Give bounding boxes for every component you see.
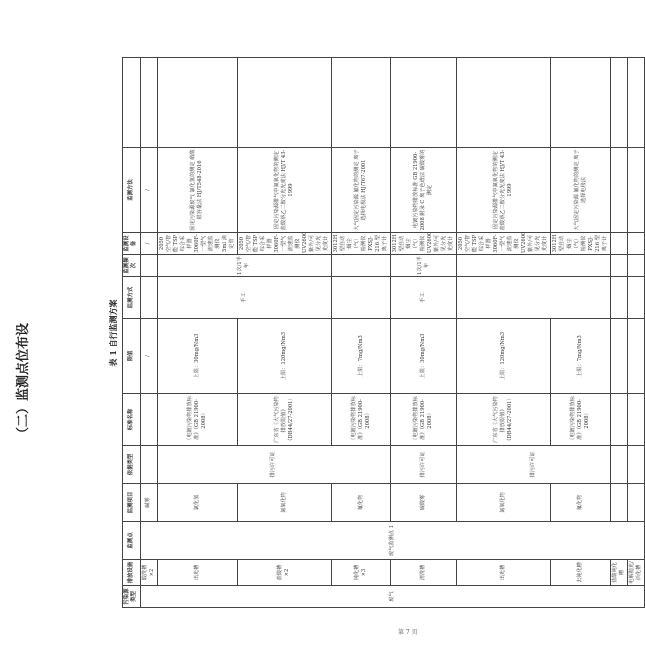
limit-cell: 上限：120mg/Nm3: [457, 319, 551, 394]
frequency-cell: [627, 255, 644, 277]
standard-cell: [610, 394, 627, 446]
basis-cell: [140, 446, 157, 484]
item-cell: 氯化氢: [157, 484, 237, 522]
analysis-cell: 固定污染源排气中氮氧化物的测定 盐酸萘乙二胺分光光度法 HJ/T 43-1999: [457, 148, 551, 233]
header-cell: 监测方式: [123, 277, 141, 319]
basis-cell: 排污许可证: [157, 446, 391, 484]
table-header-row: [123, 58, 141, 608]
frequency-cell: [332, 255, 391, 277]
method-cell: [457, 277, 610, 319]
limit-cell: 上限：7mg/Nm3: [332, 319, 391, 394]
item-cell: 氮氧化物: [457, 484, 551, 522]
section-heading: （二）监测点位布设: [16, 322, 31, 440]
header-cell: [123, 58, 141, 148]
item-cell: [610, 484, 627, 522]
frequency-cell: [610, 255, 627, 277]
analysis-cell: 大气固定污染源 氟化物的测定 离子选择电极法 HJ/T67-2001: [332, 148, 391, 233]
analysis-cell: 固定污染源废气 氯化氢的测定 硝酸银容量法 HJ/T548-2016: [157, 148, 237, 233]
limit-cell: 上限：7mg/Nm3: [551, 319, 610, 394]
method-cell: 手工: [391, 277, 457, 319]
standard-cell: 《电镀污染物排放标准》（GB 21900-2008）: [551, 394, 610, 446]
analysis-cell: 固定污染源排气中氮氧化物的测定 盐酸萘乙二胺分光光度法 HJ/T 43-1999: [237, 148, 331, 233]
header-cell: 污染源类型: [123, 586, 141, 608]
method-cell: [627, 277, 644, 319]
equipment-cell: [627, 233, 644, 255]
standard-cell: [627, 394, 644, 446]
equipment-cell: [610, 233, 627, 255]
method-cell: [332, 277, 391, 319]
pollutant-type-cell: 废气: [140, 586, 644, 608]
analysis-cell: 电镀污染物排放标准 GB 21900-2008 附录 C 离子色谱法 硫酸雾的测定: [391, 148, 457, 233]
analysis-cell: [627, 148, 644, 233]
header-cell: 监测设备: [123, 233, 141, 255]
monitoring-table: [122, 57, 645, 608]
frequency-cell: 1次/1半年: [157, 255, 331, 277]
limit-cell: 上限：120mg/Nm3: [237, 319, 331, 394]
standard-cell: 广东省《大气污染物排放限值》（DB44/27-2001）: [237, 394, 331, 446]
item-cell: 氮氧化物: [237, 484, 331, 522]
standard-cell: 《电镀污染物排放标准》（GB 21900-2008）: [157, 394, 237, 446]
limit-cell: /: [140, 319, 157, 394]
header-cell: 监测点: [123, 522, 141, 560]
monitoring-point-cell: 废气监测点 1: [140, 522, 644, 560]
facility-cell: 清洗槽: [391, 560, 457, 586]
extra-cell: [157, 58, 237, 148]
method-cell: [610, 277, 627, 319]
method-cell: 手工: [157, 277, 331, 319]
frequency-cell: [457, 255, 610, 277]
item-cell: [627, 484, 644, 522]
facility-cell: 盐酸槽 ×2: [237, 560, 331, 586]
frequency-cell: 1次/1半年: [391, 255, 457, 277]
limit-cell: [610, 319, 627, 394]
extra-cell: [610, 58, 627, 148]
analysis-cell: /: [140, 148, 157, 233]
header-cell: 标准名称: [123, 394, 141, 446]
table-title: 表 1 自行监测方案: [108, 299, 118, 367]
facility-cell: 出光槽: [457, 560, 551, 586]
equipment-cell: 3012H 型自动烟尘（气）检测仪 PXSJ-216 型 离子计: [551, 233, 610, 255]
header-cell: 监测项目: [123, 484, 141, 522]
item-cell: 氟化物: [332, 484, 391, 522]
extra-cell: [391, 58, 457, 148]
extra-cell: [332, 58, 391, 148]
header-cell: 排放设施: [123, 560, 141, 586]
equipment-cell: 2050 空气/智能 TSP 综合采样器 3060F-一型气流速监测仪 5ml 滴定管: [157, 233, 237, 255]
extra-cell: [140, 58, 157, 148]
analysis-cell: [610, 148, 627, 233]
equipment-cell: /: [140, 233, 157, 255]
equipment-cell: 3012H 型自动烟尘（气）检测仪 PXSJ-216 型 离子计: [332, 233, 391, 255]
basis-cell: 排污许可证: [391, 446, 457, 484]
facility-cell: 出光槽: [157, 560, 237, 586]
basis-cell: [610, 446, 627, 484]
facility-cell: 电解抛光/活化槽: [627, 560, 644, 586]
item-cell: 碱雾: [140, 484, 157, 522]
equipment-cell: 2050 空气/智能 TSP 综合采样器 3060F-一型气流速监测仪 UV2600 紫外/可见分光光度计: [237, 233, 331, 255]
header-cell: 依据类型: [123, 446, 141, 484]
standard-cell: 广东省《大气污染物排放限值》（DB44/27-2001）: [457, 394, 551, 446]
limit-cell: 上限：30mg/Nm3: [391, 319, 457, 394]
header-cell: 监测方法: [123, 148, 141, 233]
extra-cell: [551, 58, 610, 148]
extra-cell: [627, 58, 644, 148]
analysis-cell: 大气固定污染源 氟化物的测定 离子选择电极法: [551, 148, 610, 233]
page-number: 第 7 页: [398, 629, 418, 636]
facility-cell: 钝化槽 ×3: [332, 560, 391, 586]
facility-cell: 盐酸钝化槽: [610, 560, 627, 586]
table-row: [140, 58, 157, 608]
extra-cell: [457, 58, 551, 148]
basis-cell: 排污许可证: [457, 446, 610, 484]
basis-cell: [627, 446, 644, 484]
item-cell: 氟化物: [551, 484, 610, 522]
standard-cell: [140, 394, 157, 446]
header-cell: 监测频次: [123, 255, 141, 277]
limit-cell: 上限：30mg/Nm3: [157, 319, 237, 394]
header-cell: 限值: [123, 319, 141, 394]
extra-cell: [237, 58, 331, 148]
standard-cell: 《电镀污染物排放标准》（GB 21900-2008）: [391, 394, 457, 446]
facility-cell: 去钝化槽: [551, 560, 610, 586]
facility-cell: 酸洗槽 ×2: [140, 560, 157, 586]
equipment-cell: 2050 空气/智能 TSP 综合采样器 3060F-一型气流速监测仪 UV2600 紫外/可见分光光度计: [457, 233, 551, 255]
limit-cell: [627, 319, 644, 394]
monitoring-table-block: [108, 58, 642, 608]
frequency-cell: [140, 255, 157, 277]
item-cell: 硫酸雾: [391, 484, 457, 522]
equipment-cell: 3012H 型自动烟尘（气）检测仪 UV2600 紫外/可见分光光度计: [391, 233, 457, 255]
standard-cell: 《电镀污染物排放标准》（GB 21900-2008）: [332, 394, 391, 446]
method-cell: [140, 277, 157, 319]
